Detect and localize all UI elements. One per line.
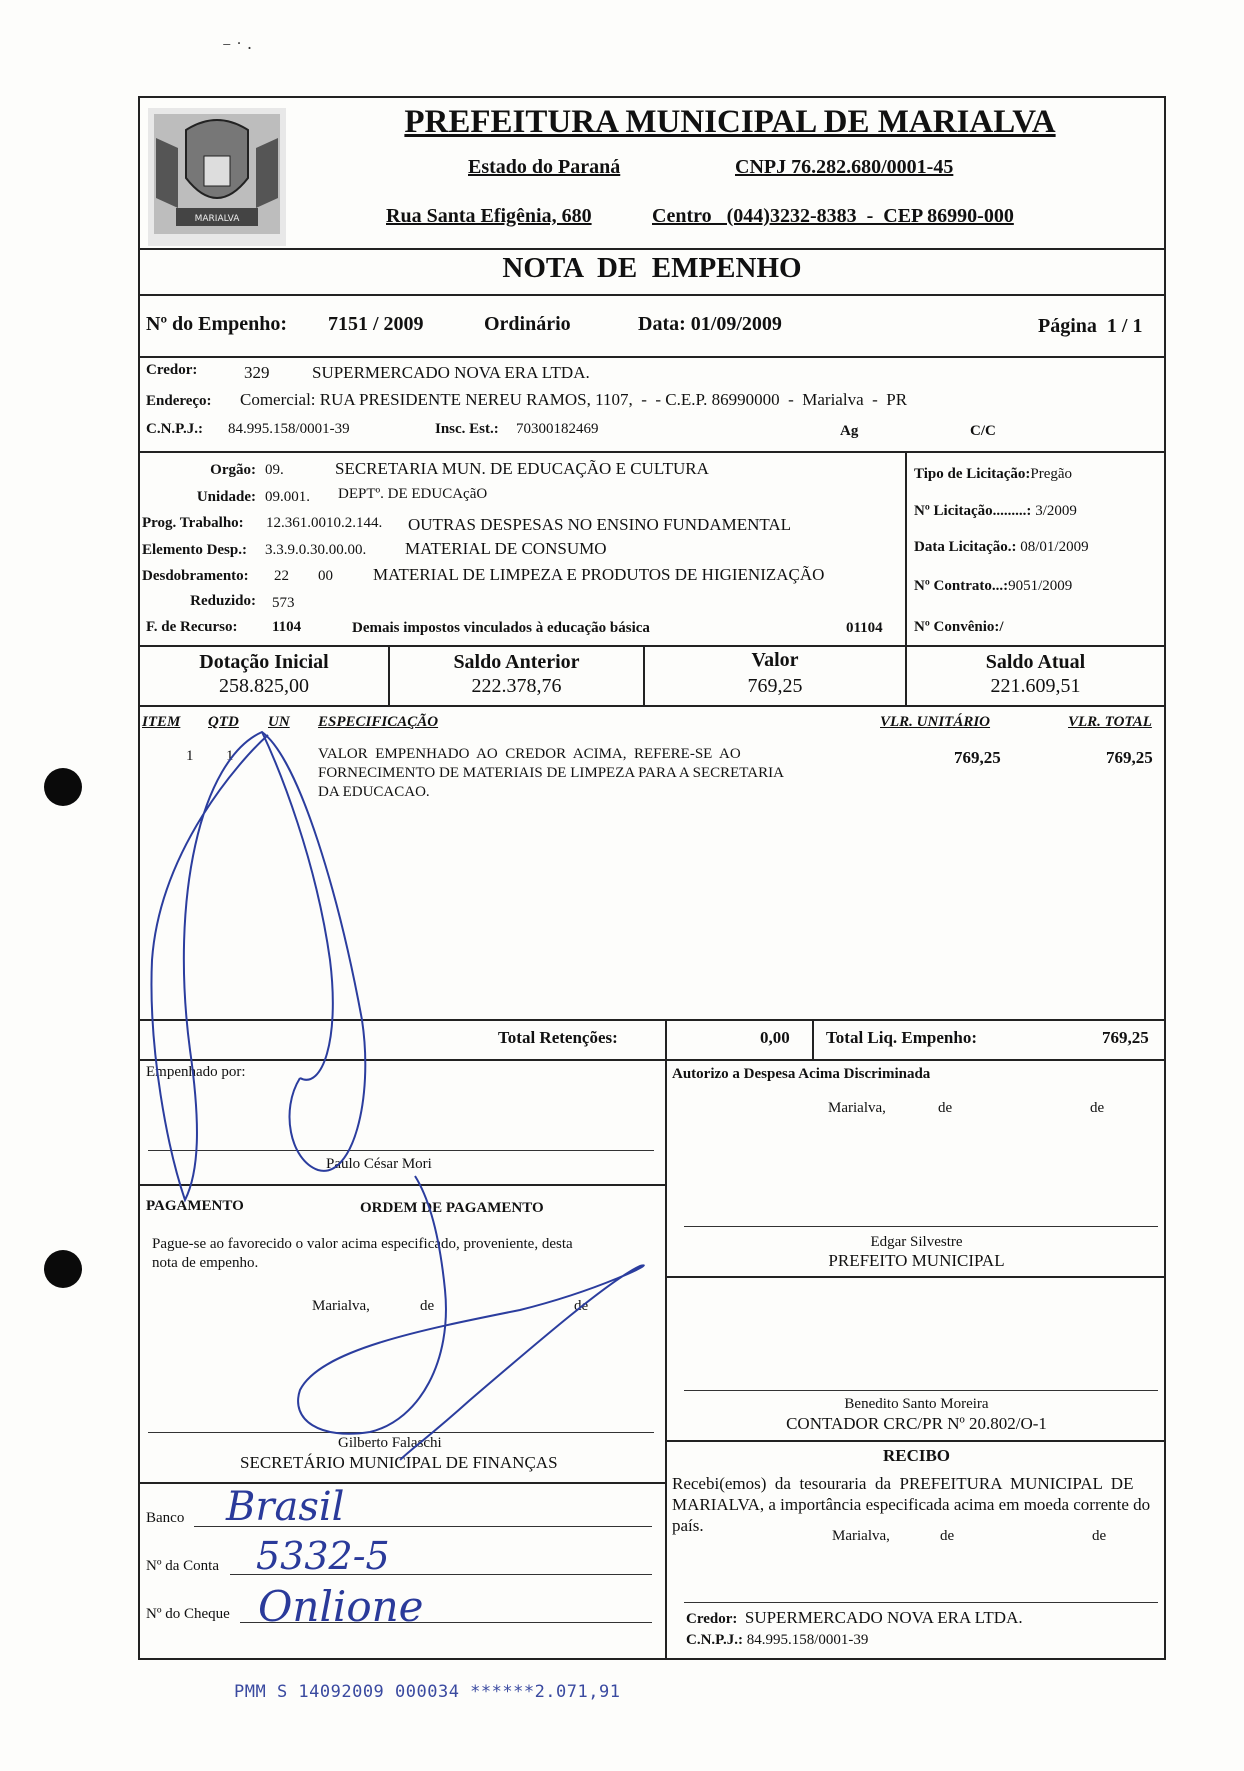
conta-label: Nº da Conta (146, 1558, 219, 1574)
total-retencoes-value: 0,00 (760, 1028, 790, 1047)
licitacao-date: Data Licitação.: 08/01/2009 (914, 539, 1089, 555)
contador-name: Benedito Santo Moreira (844, 1396, 989, 1412)
reduzido-value: 573 (272, 595, 295, 611)
pague-line-2: nota de empenho. (152, 1255, 259, 1271)
prefeito-cargo: PREFEITO MUNICIPAL (828, 1251, 1005, 1270)
empenhado-por-label: Empenhado por: (146, 1064, 246, 1080)
orgao-label: Orgão: (210, 462, 256, 478)
recibo-line-1: Recebi(emos) da tesouraria da PREFEITURA MUNICIPAL DE (672, 1474, 1134, 1493)
fonte-code: 1104 (272, 619, 302, 635)
fonte-label: F. de Recurso: (146, 619, 238, 635)
state-name: Estado do Paraná (468, 156, 621, 178)
unidade-name: DEPTº. DE EDUCAçãO (338, 486, 488, 502)
row-qtd: 1 (226, 748, 234, 764)
elem-name: MATERIAL DE CONSUMO (405, 539, 607, 558)
pagamento-local: Marialva, (312, 1298, 370, 1314)
empenho-number-label: Nº do Empenho: (146, 313, 288, 335)
recibo-line-3: país. (672, 1516, 704, 1535)
pagamento-label: PAGAMENTO (146, 1198, 244, 1214)
row-vlr-total: 769,25 (1106, 748, 1153, 767)
header-cnpj: CNPJ 76.282.680/0001-45 (735, 156, 954, 178)
empenhado-por-name: Paulo César Mori (326, 1156, 432, 1172)
desd-b: 00 (318, 568, 333, 584)
ag-label: Ag (840, 423, 859, 439)
prefeito-name: Edgar Silvestre (870, 1234, 963, 1250)
convenio-label: Nº Convênio:/ (914, 619, 1004, 635)
credor-address: Comercial: RUA PRESIDENTE NEREU RAMOS, 1107, - - C.E.P. 86990000 - Marialva - PR (240, 390, 908, 409)
hole-punch-top (44, 768, 82, 806)
autorizo-label: Autorizo a Despesa Acima Discriminada (672, 1066, 931, 1082)
dotacao-inicial-label: Dotação Inicial (199, 651, 329, 673)
row-spec-line-1: VALOR EMPENHADO AO CREDOR ACIMA, REFERE-SE AO (318, 746, 741, 762)
saldo-atual-label: Saldo Atual (985, 651, 1086, 673)
col-vlr-unitario: VLR. UNITÁRIO (880, 714, 991, 730)
col-vlr-total: VLR. TOTAL (1068, 714, 1152, 730)
recibo-local: Marialva, (832, 1528, 890, 1544)
col-item: ITEM (142, 714, 181, 730)
desd-name: MATERIAL DE LIMPEZA E PRODUTOS DE HIGIENIZAÇÃO (373, 565, 825, 584)
ordem-pagamento-label: ORDEM DE PAGAMENTO (360, 1200, 544, 1216)
insc-value: 70300182469 (516, 421, 599, 437)
recibo-credor: Credor: SUPERMERCADO NOVA ERA LTDA. (686, 1608, 1023, 1627)
licitacao-number: Nº Licitação.........: 3/2009 (914, 503, 1077, 519)
saldo-anterior-label: Saldo Anterior (453, 651, 580, 673)
orgao-name: SECRETARIA MUN. DE EDUCAÇÃO E CULTURA (335, 459, 709, 478)
empenho-number: 7151 / 2009 (328, 313, 424, 335)
conta-handwritten: 5332-5 (256, 1534, 390, 1578)
endereco-label: Endereço: (146, 393, 212, 409)
credor-cnpj: 84.995.158/0001-39 (228, 421, 350, 437)
contrato-number: Nº Contrato...:9051/2009 (914, 578, 1073, 594)
page-title: PREFEITURA MUNICIPAL DE MARIALVA (404, 104, 1056, 140)
pagamento-de-2: de (574, 1298, 589, 1314)
autorizo-local: Marialva, (828, 1100, 886, 1116)
svg-text:MARIALVA: MARIALVA (194, 214, 240, 224)
row-vlr-unitario: 769,25 (954, 748, 1001, 767)
payment-stamp: PMM S 14092009 000034 ******2.071,91 (234, 1682, 621, 1702)
saldo-atual-value: 221.609,51 (990, 675, 1081, 697)
valor-label: Valor (751, 649, 799, 671)
row-item: 1 (186, 748, 194, 764)
total-liq-label: Total Liq. Empenho: (826, 1028, 977, 1047)
prog-code: 12.361.0010.2.144. (266, 515, 383, 531)
insc-label: Insc. Est.: (435, 421, 499, 437)
col-qtd: QTD (208, 714, 239, 730)
recibo-title: RECIBO (882, 1446, 951, 1465)
row-spec-line-3: DA EDUCACAO. (318, 784, 430, 800)
cc-label: C/C (970, 423, 996, 439)
recibo-de-1: de (940, 1528, 955, 1544)
contador-cargo: CONTADOR CRC/PR Nº 20.802/O-1 (786, 1414, 1047, 1433)
dotacao-inicial-value: 258.825,00 (219, 675, 309, 697)
credor-cnpj-label: C.N.P.J.: (146, 421, 203, 437)
stray-marks: ⁻ ˙ · (222, 38, 253, 58)
col-un: UN (268, 714, 290, 730)
empenho-date: Data: 01/09/2009 (638, 313, 782, 335)
recibo-cnpj: C.N.P.J.: 84.995.158/0001-39 (686, 1632, 869, 1648)
total-retencoes-label: Total Retenções: (498, 1028, 618, 1047)
credor-label: Credor: (146, 362, 198, 378)
cheque-handwritten: Onlione (258, 1582, 424, 1631)
valor-value: 769,25 (747, 675, 803, 697)
page-number: Página 1 / 1 (1038, 315, 1143, 337)
total-liq-value: 769,25 (1102, 1028, 1149, 1047)
cheque-label: Nº do Cheque (146, 1606, 230, 1622)
banco-label: Banco (146, 1510, 185, 1526)
col-especificacao: ESPECIFICAÇÃO (318, 714, 439, 730)
header-contact: Centro (044)3232-8383 - CEP 86990-000 (652, 205, 1014, 227)
pague-line-1: Pague-se ao favorecido o valor acima especificado, proveniente, desta (152, 1236, 573, 1252)
elem-code: 3.3.9.0.30.00.00. (265, 542, 367, 558)
licitacao-type: Tipo de Licitação:Pregão (914, 466, 1073, 482)
desd-label: Desdobramento: (142, 568, 249, 584)
header-address: Rua Santa Efigênia, 680 (386, 205, 592, 227)
hole-punch-bottom (44, 1250, 82, 1288)
reduzido-label: Reduzido: (190, 593, 256, 609)
empenho-type: Ordinário (484, 313, 571, 335)
recibo-line-2: MARIALVA, a importância especificada acima em moeda corrente do (672, 1495, 1151, 1514)
credor-name: SUPERMERCADO NOVA ERA LTDA. (312, 363, 590, 382)
orgao-code: 09. (265, 462, 284, 478)
recibo-de-2: de (1092, 1528, 1107, 1544)
autorizo-de-1: de (938, 1100, 953, 1116)
coat-of-arms-logo (148, 108, 286, 246)
saldo-anterior-value: 222.378,76 (471, 675, 562, 697)
doc-title: NOTA DE EMPENHO (502, 252, 802, 284)
credor-code: 329 (244, 363, 270, 382)
desd-a: 22 (274, 568, 289, 584)
secretario-name: Gilberto Falaschi (338, 1435, 442, 1451)
unidade-label: Unidade: (196, 489, 256, 505)
prog-name: OUTRAS DESPESAS NO ENSINO FUNDAMENTAL (408, 515, 792, 534)
fonte-code-2: 01104 (846, 620, 883, 636)
fonte-name: Demais impostos vinculados à educação básica (352, 620, 650, 636)
prog-label: Prog. Trabalho: (142, 515, 244, 531)
secretario-cargo: SECRETÁRIO MUNICIPAL DE FINANÇAS (240, 1453, 558, 1472)
pagamento-de-1: de (420, 1298, 435, 1314)
elem-label: Elemento Desp.: (142, 542, 247, 558)
autorizo-de-2: de (1090, 1100, 1105, 1116)
unidade-code: 09.001. (265, 489, 310, 505)
banco-handwritten: Brasil (226, 1484, 345, 1530)
row-spec-line-2: FORNECIMENTO DE MATERIAIS DE LIMPEZA PARA A SECRETARIA (318, 765, 784, 781)
